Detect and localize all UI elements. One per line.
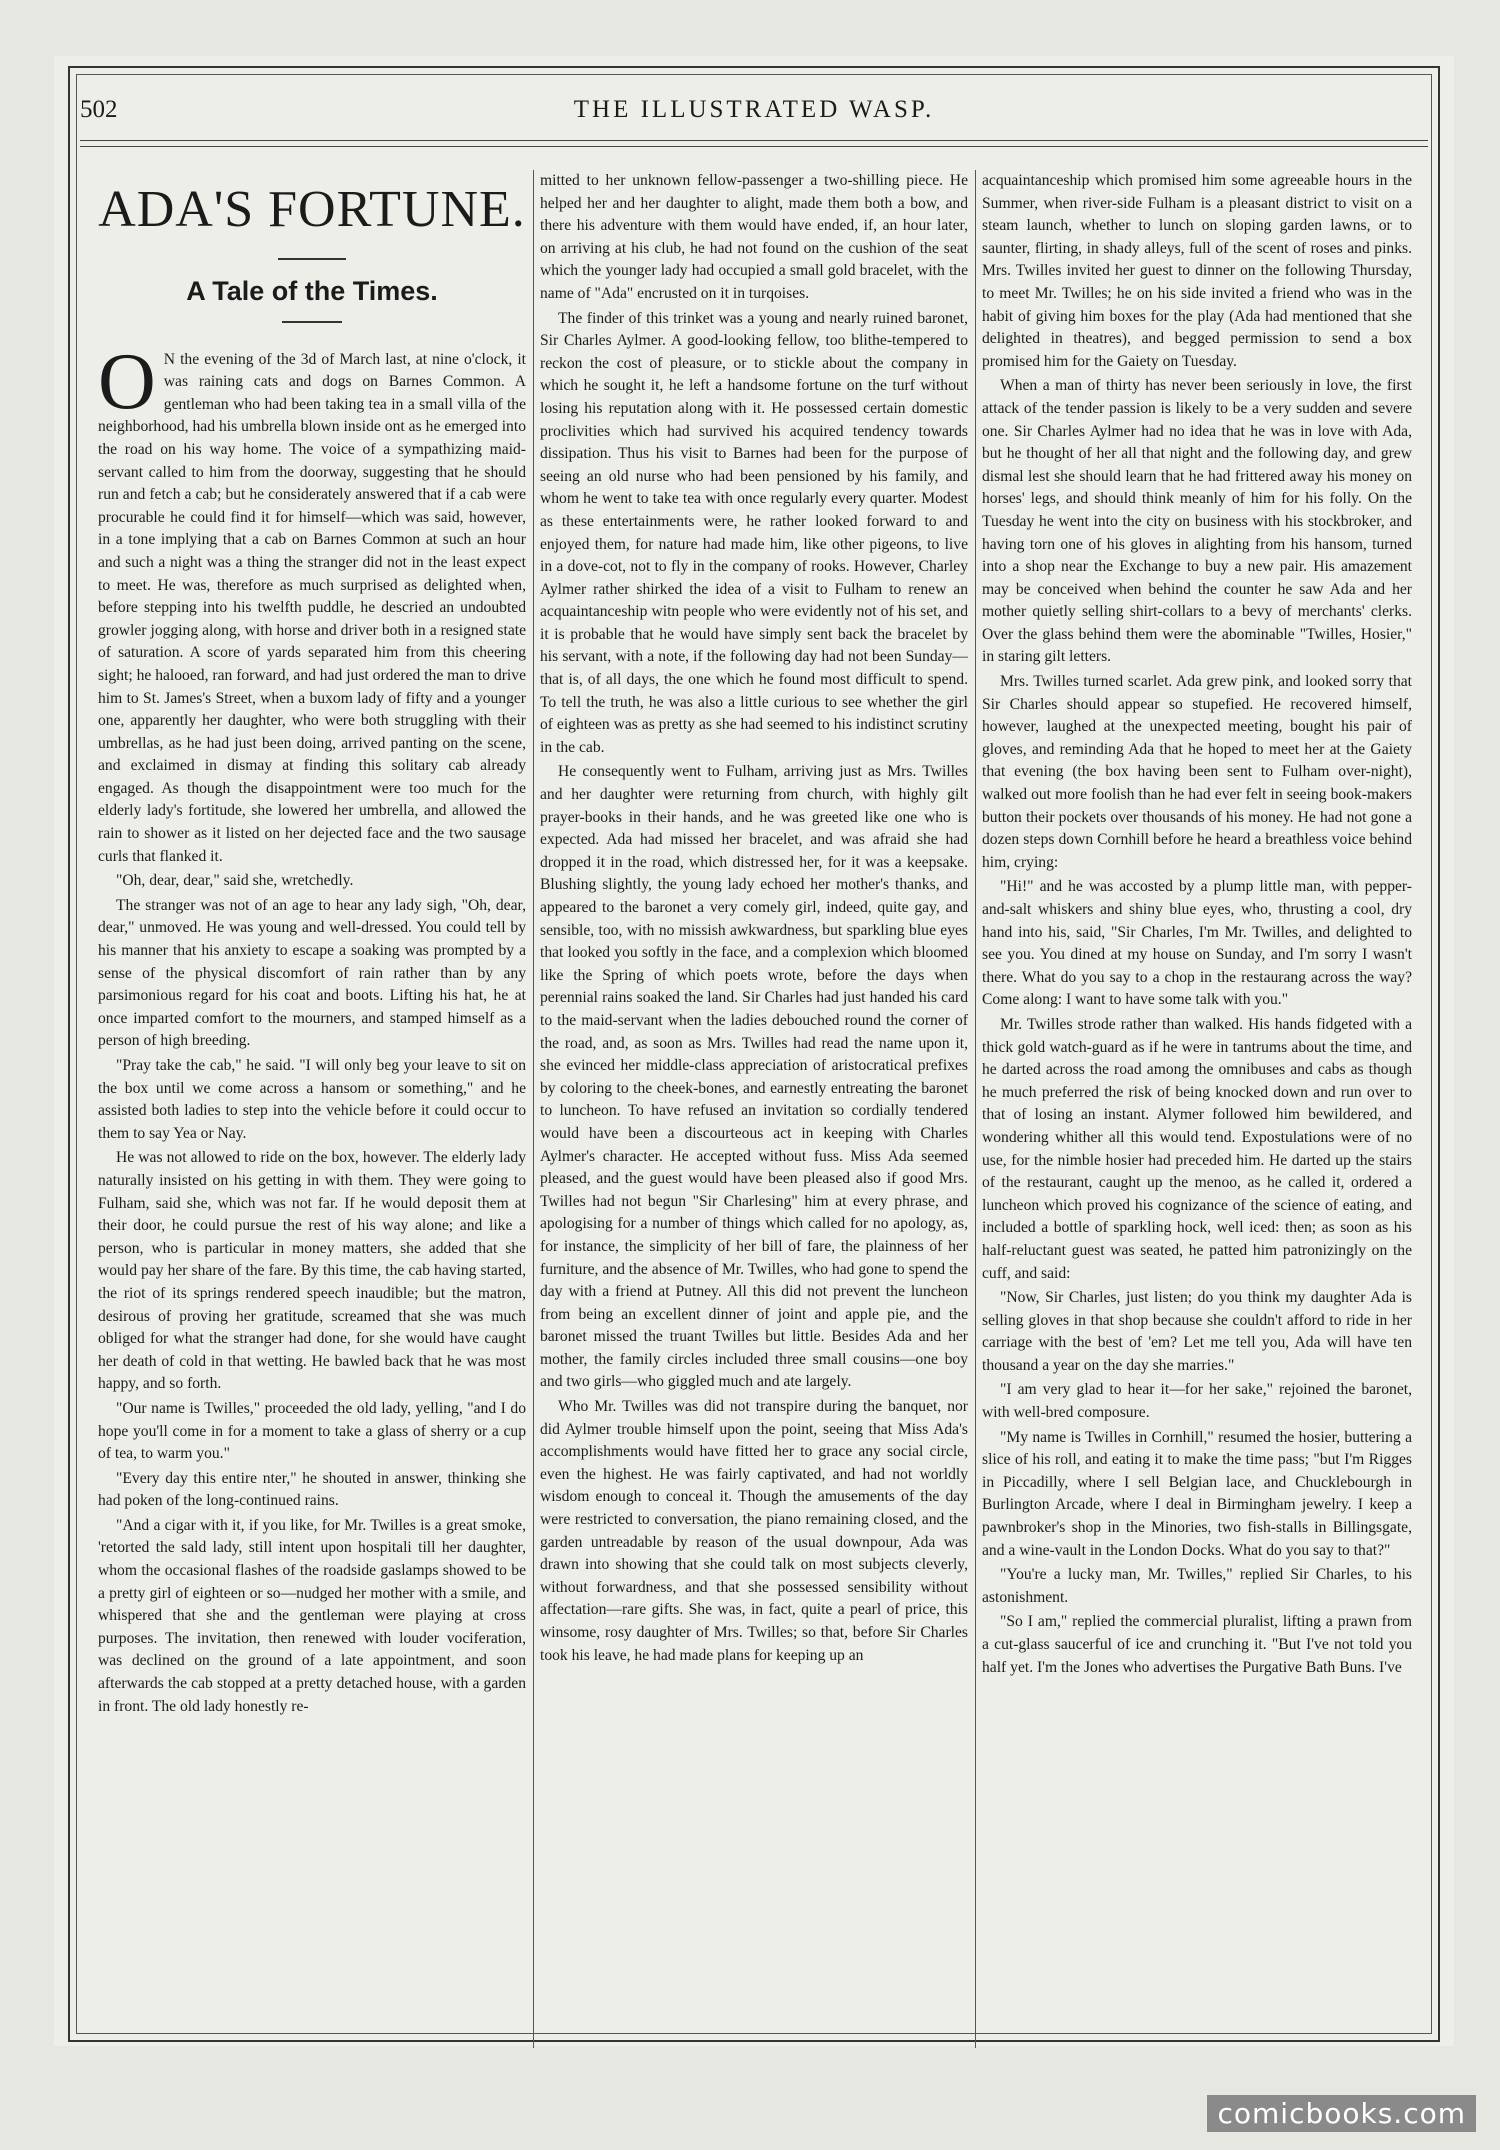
paragraph: "My name is Twilles in Cornhill," resumed the hosier, buttering a slice of his roll, and eating it to make the time pass; "but I'm Rigges in Piccadilly, where I sell Belgian lace, and Chucklebourgh in Burlington Arcade, where I deal in Birmingham jewelry. I keep a pawnbroker's shop in the Minories, two fish-stalls in Billingsgate, and a wine-vault in the London Docks. What do you say to that?" (982, 1428, 1412, 1559)
paragraph: He was not allowed to ride on the box, however. The elderly lady naturally insisted on his getting in with them. They were going to Fulham, said she, which was not far. If he would deposit them at their door, he could pursue the rest of his way alone; and like a person, who is particular in money matters, she added that she would pay her share of the fare. By this time, the cab having started, the riot of its springs rendered speech inaudible; but the matron, desirous of proving her gratitude, screamed that she was much obliged for what the stranger had done, for she would have caught her death of cold in that wetting. He bawled back that he was most happy, and so forth. (98, 1149, 526, 1393)
header-rule-top (80, 140, 1428, 141)
drop-cap: O (98, 337, 156, 426)
title-rule (278, 258, 346, 260)
paragraph: Who Mr. Twilles was did not transpire during the banquet, nor did Aylmer trouble himself upon the point, seeing that Miss Ada's accomplishments would have fitted her to grace any social circle, even the highest. He was fairly captivated, and had not worldly wisdom enough to conceal it. Though the amusements of the day were restricted to conversation, the piano remaining closed, and the garden untreadable by reason of the usual downpour, Ada was drawn into showing that she could talk on most subjects cleverly, without forwardness, and that she possessed sensibility without affectation—rare gifts. She was, in fact, quite a pearl of price, this winsome, rosy daughter of Mrs. Twilles; so that, before Sir Charles took his leave, he had made plans for keeping up an (540, 1398, 968, 1664)
paragraph: When a man of thirty has never been seriously in love, the first attack of the tender passion is likely to be a very sudden and severe one. Sir Charles Aylmer had no idea that he was in love with Ada, but he thought of her all that night and the following day, and grew dismal lest she should learn that he had frittered away his money on horses' legs, and should think meanly of him for his folly. On the Tuesday he went into the city on business with his stockbroker, and having torn one of his gloves in alighting from his hansom, turned into a shop near the Exchange to buy a new pair. His amazement may be conceived when behind the counter he saw Ada and her mother quietly selling shirt-collars to a bevy of merchants' clerks. Over the glass behind them were the abominable "Twilles, Hosier," in staring gilt letters. (982, 377, 1412, 666)
paragraph: Mr. Twilles strode rather than walked. His hands fidgeted with a thick gold watch-guard as if he were in tantrums about the time, and he darted across the road among the omnibuses and cabs as though he much preferred the risk of being knocked down and run over to that of losing an instant. Alymer followed him bewildered, and wondering whither all this would tend. Expostulations were of no use, for the nimble hosier had preceded him. He darted up the stairs of the restaurant, caught up the menoo, as he called it, ordered a luncheon which proved his cognizance of the science of eating, and included a bottle of sparkling hock, well iced: then; as soon as his half-reluctant guest was seated, he patted him patronizingly on the cuff, and said: (982, 1015, 1412, 1282)
running-header (80, 96, 1428, 136)
paragraph: "I am very glad to hear it—for her sake," rejoined the baronet, with well-bred composure. (982, 1381, 1412, 1422)
paragraph: O N the evening of the 3d of March last, at nine o'clock, it was raining cats and dogs on Barnes Common. A gentleman who had been taking tea in a small villa of the neighborhood, had his umbrella blown inside ont as he emerged into the road on his way home. The voice of a sympathizing maid-servant called to him from the doorway, suggesting that he should run and fetch a cab; but he considerately answered that if a cab were procurable he could find it for himself—which was said, however, in a tone implying that a cab on Barnes Common at such an hour and such a night was a thing the stranger did not in the least expect to meet. He was, therefore as much surprised as delighted when, before stepping into his twelfth puddle, he descried an undoubted growler jogging along, with horse and driver both in a resigned state of saturation. A score of yards separated him from this cheering sight; he halooed, ran forward, and had just ordered the man to drive him to St. James's Street, when a buxom lady of fifty and a younger one, apparently her daughter, who were both struggling with their umbrellas, as he had just been doing, arrived panting on the scene, and exclaimed in dismay at finding this solitary cab already engaged. As though the disappointment were too much for the elderly lady's fortitude, she lowered her umbrella, and allowed the rain to shower as it listed on her dejected face and the two sausage curls that flanked it. (98, 337, 526, 865)
column-3 (982, 170, 1412, 2045)
paragraph: The finder of this trinket was a young and nearly ruined baronet, Sir Charles Aylmer. A good-looking fellow, too blithe-tempered to reckon the cost of pleasure, or to stickle about the company in which he sought it, he left a handsome fortune on the turf without losing his reputation along with it. He possessed certain domestic proclivities which had survived his acquired tendency towards dissipation. Thus his visit to Barnes had been for the purpose of seeing an old nurse who had been pensioned by his family, and whom he went to take tea with once regularly every quarter. Modest as these entertainments were, he rather looked forward to and enjoyed them, for nature had made him, like other pigeons, to live in a dove-cot, not to fly in the company of rooks. However, Charley Aylmer rather shirked the idea of a visit to Fulham to renew an acquaintanceship witn people who were evidently not of his set, and it is probable that he would have simply sent back the bracelet by his servant, with a note, if the following day had not been Sunday—that is, of all days, the one which he found most difficult to spend. To tell the truth, he was also a little curious to see whether the girl of eighteen was as pretty as she had seemed to his indistinct scrutiny in the cab. (540, 309, 968, 756)
paragraph: "And a cigar with it, if you like, for Mr. Twilles is a great smoke, 'retorted the sald lady, still intent upon hospitali till her daughter, whom the occasional flashes of the roadside gaslamps showed to be a pretty girl of eighteen or so—nudged her mother with a smile, and whispered that she and the gentleman were playing at cross purposes. The invitation, then renewed with louder vociferation, was declined on the ground of a late appointment, and soon afterwards the cab stopped at a pretty detached house, with a garden in front. The old lady honestly re- (98, 1516, 526, 1715)
site-watermark: comicbooks.com (1207, 2095, 1476, 2132)
subtitle-rule (282, 321, 342, 323)
paragraph: acquaintanceship which promised him some agreeable hours in the Summer, when river-side Fulham is a pleasant district to visit on a steam launch, whether to lunch on sloping garden lawns, or to saunter, flirting, in shady alleys, full of the scent of roses and pinks. Mrs. Twilles invited her guest to dinner on the following Thursday, to meet Mr. Twilles; he on his side invited a friend who was in the habit of giving him boxes for the play (Ada had mentioned that she delighted in theatres), and begged permission to send a box promised him for the Gaiety on Tuesday. (982, 172, 1412, 370)
column-2 (540, 170, 968, 2045)
paragraph: "Hi!" and he was accosted by a plump little man, with pepper-and-salt whiskers and shiny blue eyes, who, thrusting a cool, dry hand into his, said, "Sir Charles, I'm Mr. Twilles, and delighted to see you. You dined at my house on Sunday, and I'm sorry I wasn't there. What do you say to a chop in the restaurang across the way? Come along: I want to have some talk with you." (982, 878, 1412, 1009)
paragraph: "Oh, dear, dear," said she, wretchedly. (116, 872, 354, 890)
article-subtitle: A Tale of the Times. (186, 276, 438, 306)
paragraph: He consequently went to Fulham, arriving just as Mrs. Twilles and her daughter were returning from church, with highly gilt prayer-books in their hands, and he was greeted like one who is expected. Ada had missed her bracelet, and was afraid she had dropped it in the road, which distressed her, for it was a keepsake. Blushing slightly, the young lady echoed her mother's thanks, and appeared to the baronet a very comely girl, indeed, quite gay, and sensible, too, with no missish awkwardness, but sparkling blue eyes that looked you softly in the face, and a complexion which bloomed like the Spring of which poets wrote, before the days when perennial rains soaked the land. Sir Charles had just handed his card to the maid-servant when the ladies debouched round the corner of the road, and, as soon as Mrs. Twilles had read the name upon it, she evinced her middle-class appreciation of aristocratical prefixes by coloring to the cheek-bones, and earnestly entreating the baronet to luncheon. To have refused an invitation so cordially tendered would have been a discourteous act in keeping with Charles Aylmer's character. He accepted without fuss. Miss Ada seemed pleased, and the guest would have been pleased also if good Mrs. Twilles had not begun "Sir Charlesing" him at every phrase, and apologising for a number of things which called for no apology, as, for instance, the simplicity of her bill of fare, the plainness of her furniture, and the absence of Mr. Twilles, who had gone to spend the day with a friend at Putney. All this did not prevent the luncheon from being an excellent dinner of joint and apple pie, and the baronet missed the truant Twilles but little. Besides Ada and her mother, the family circles included three small cousins—one boy and two girls—who giggled much and ate largely. (540, 763, 968, 1391)
column-1 (98, 170, 526, 2045)
article-title: ADA'S FORTUNE. (98, 181, 526, 238)
paragraph: "Every day this entire nter," he shouted in answer, thinking she had poken of the long-continued rains. (98, 1469, 526, 1510)
page-number: 502 (80, 96, 118, 123)
paragraph: "Pray take the cab," he said. "I will only beg your leave to sit on the box until we come across a hansom or something," and he assisted both ladies to step into the vehicle before it could occur to them to say Yea or Nay. (98, 1057, 526, 1142)
paragraph: Mrs. Twilles turned scarlet. Ada grew pink, and looked sorry that Sir Charles should appear so stupefied. He recovered himself, however, laughed at the unexpected meeting, bought his pair of gloves, and reminding Ada that he hoped to meet her at the Gaiety that evening (the box having been sent to Fulham over-night), walked out more foolish than he had ever felt in seeing book-makers button their pockets over thousands of his money. He had not gone a dozen steps down Cornhill before he heard a breathless voice behind him, crying: (982, 673, 1412, 871)
column-divider-1 (533, 170, 534, 2048)
paragraph: The stranger was not of an age to hear any lady sigh, "Oh, dear, dear," unmoved. He was young and well-dressed. You could tell by his manner that his anxiety to escape a soaking was prompted by a sense of the physical discomfort of rain rather than by any parsimonious regard for his coat and boots. Lifting his hat, he at once imparted comfort to the mourners, and stamped himself as a person of high breeding. (98, 896, 526, 1050)
paragraph: "So I am," replied the commercial pluralist, lifting a prawn from a cut-glass saucerful of ice and crunching it. "But I've not told you half yet. I'm the Jones who advertises the Purgative Bath Buns. I've (982, 1613, 1412, 1676)
paragraph: "Our name is Twilles," proceeded the old lady, yelling, "and I do hope you'll come in for a moment to take a glass of sherry or a cup of tea, to warm you." (98, 1399, 526, 1463)
header-rule-bottom (80, 146, 1428, 147)
paragraph: "Now, Sir Charles, just listen; do you think my daughter Ada is selling gloves in that shop because she couldn't afford to ride in her carriage with the best of 'em? Let me tell you, Ada will have ten thousand a year on the day she marries." (982, 1289, 1412, 1374)
publication-title: THE ILLUSTRATED WASP. (573, 96, 935, 123)
paragraph: mitted to her unknown fellow-passenger a two-shilling piece. He helped her and her daughter to alight, made them both a bow, and there his adventure with them would have ended, if, an hour later, on arriving at his club, he had not found on the cushion of the seat which the younger lady had occupied a small gold bracelet, with the name of "Ada" encrusted on it in turqoises. (540, 172, 968, 302)
column-divider-2 (975, 170, 976, 2048)
paragraph: "You're a lucky man, Mr. Twilles," replied Sir Charles, to his astonishment. (982, 1566, 1412, 1606)
